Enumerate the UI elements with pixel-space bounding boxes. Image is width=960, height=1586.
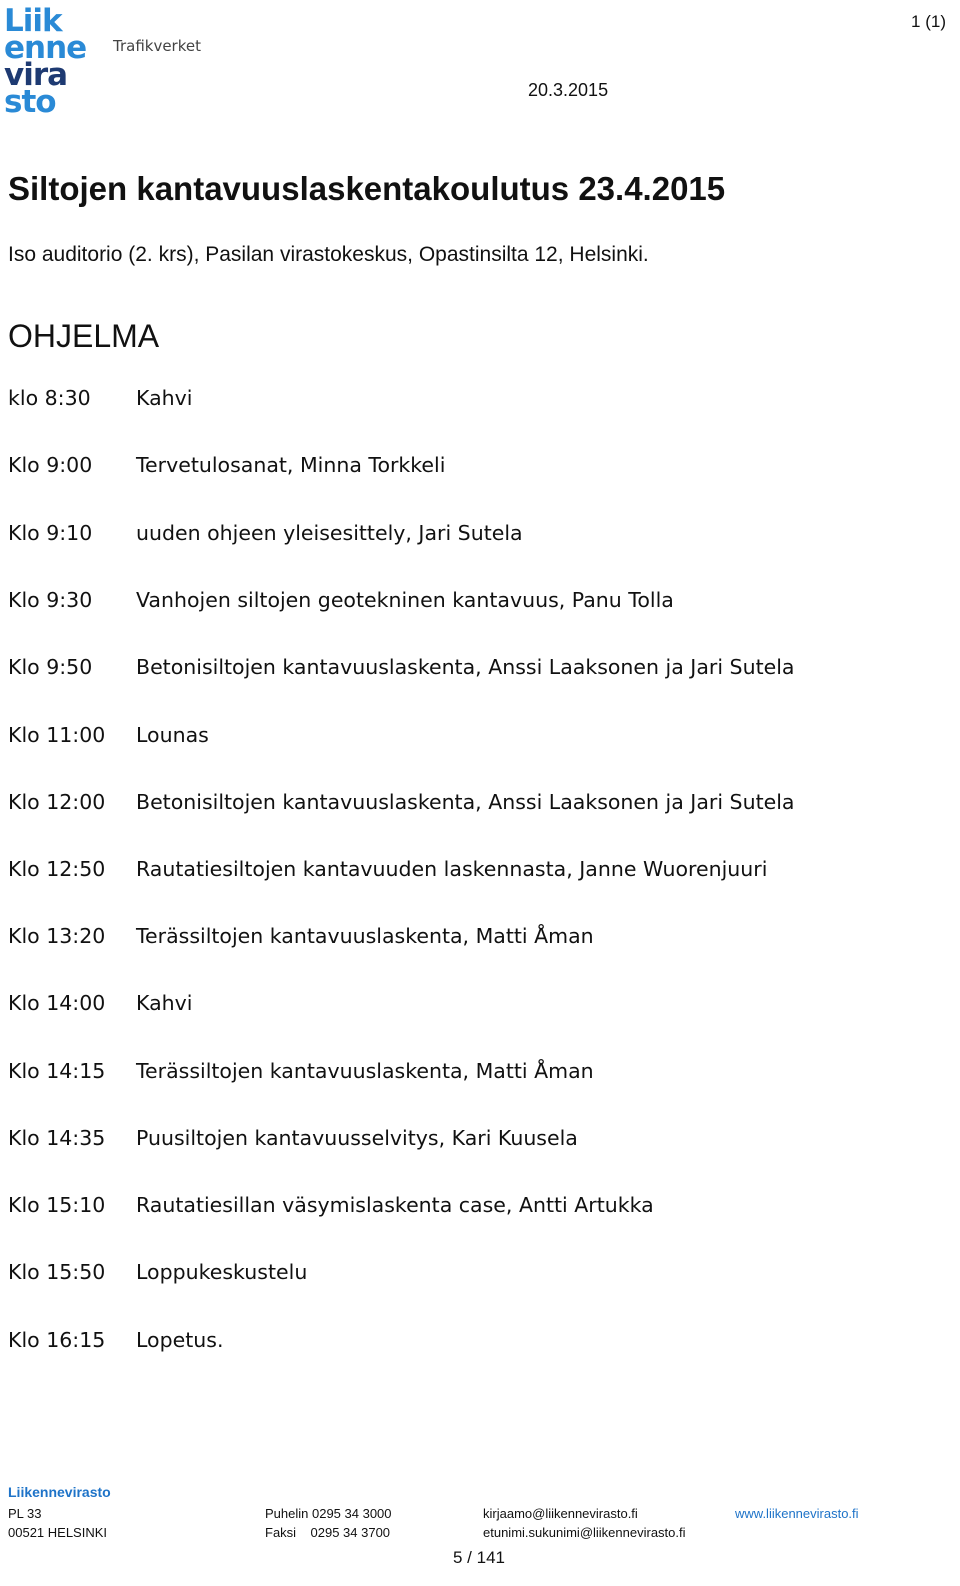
program-topic: Tervetulosanat, Minna Torkkeli (136, 453, 446, 477)
program-time: Klo 14:00 (8, 991, 106, 1015)
page-number: 1 (1) (911, 12, 946, 31)
program-topic: Rautatiesiltojen kantavuuden laskennasta, Janne Wuorenjuuri (136, 857, 768, 881)
footer-email-pattern: etunimi.sukunimi@liikennevirasto.fi (483, 1525, 686, 1540)
program-time: Klo 12:00 (8, 790, 106, 814)
program-topic: Terässiltojen kantavuuslaskenta, Matti Åman (136, 1059, 594, 1083)
program-topic: Betonisiltojen kantavuuslaskenta, Anssi Laaksonen ja Jari Sutela (136, 655, 795, 679)
program-time: Klo 9:10 (8, 521, 93, 545)
pdf-page-indicator: 5 / 141 (453, 1548, 505, 1567)
program-time: Klo 12:50 (8, 857, 106, 881)
logo-line-3: vira (4, 57, 68, 93)
footer-brand: Liikennevirasto (8, 1484, 111, 1500)
logo-line-1: Liik (4, 3, 62, 39)
program-time: Klo 14:15 (8, 1059, 106, 1083)
document-title: Siltojen kantavuuslaskentakoulutus 23.4.2015 (8, 170, 726, 207)
program-topic: uuden ohjeen yleisesittely, Jari Sutela (136, 521, 523, 545)
program-topic: Lopetus. (136, 1328, 224, 1352)
logo-line-4: sto (4, 84, 56, 120)
program-topic: Rautatiesillan väsymislaskenta case, Antti Artukka (136, 1193, 654, 1217)
footer-po-box: PL 33 (8, 1506, 42, 1521)
program-time: Klo 15:10 (8, 1193, 106, 1217)
program-topic: Lounas (136, 723, 209, 747)
footer-website-link[interactable]: www.liikennevirasto.fi (735, 1506, 859, 1521)
trafikverket-logo: Trafikverket (113, 37, 201, 55)
program-time: Klo 16:15 (8, 1328, 106, 1352)
venue: Iso auditorio (2. krs), Pasilan virastokeskus, Opastinsilta 12, Helsinki. (8, 243, 649, 266)
program-topic: Kahvi (136, 991, 193, 1015)
program-time: Klo 9:50 (8, 655, 93, 679)
program-topic: Vanhojen siltojen geotekninen kantavuus, Panu Tolla (136, 588, 674, 612)
program-topic: Betonisiltojen kantavuuslaskenta, Anssi Laaksonen ja Jari Sutela (136, 790, 795, 814)
document-date: 20.3.2015 (528, 80, 609, 100)
liikennevirasto-logo (4, 3, 104, 120)
program-time: Klo 15:50 (8, 1260, 106, 1284)
program-topic: Terässiltojen kantavuuslaskenta, Matti Åman (136, 924, 594, 948)
program-topic: Loppukeskustelu (136, 1260, 308, 1284)
footer-email[interactable]: kirjaamo@liikennevirasto.fi (483, 1506, 638, 1521)
program-time: Klo 11:00 (8, 723, 106, 747)
program-time: Klo 9:00 (8, 453, 93, 477)
footer-fax: Faksi 0295 34 3700 (265, 1525, 391, 1540)
footer-postal: 00521 HELSINKI (8, 1525, 108, 1540)
footer-phone: Puhelin 0295 34 3000 (265, 1506, 392, 1521)
program-topic: Kahvi (136, 386, 193, 410)
program-time: Klo 9:30 (8, 588, 93, 612)
program-time: klo 8:30 (8, 386, 91, 410)
program-heading: OHJELMA (8, 318, 160, 354)
program-time: Klo 13:20 (8, 924, 106, 948)
logo-line-2: enne (4, 30, 87, 66)
program-time: Klo 14:35 (8, 1126, 106, 1150)
program-topic: Puusiltojen kantavuusselvitys, Kari Kuusela (136, 1126, 578, 1150)
